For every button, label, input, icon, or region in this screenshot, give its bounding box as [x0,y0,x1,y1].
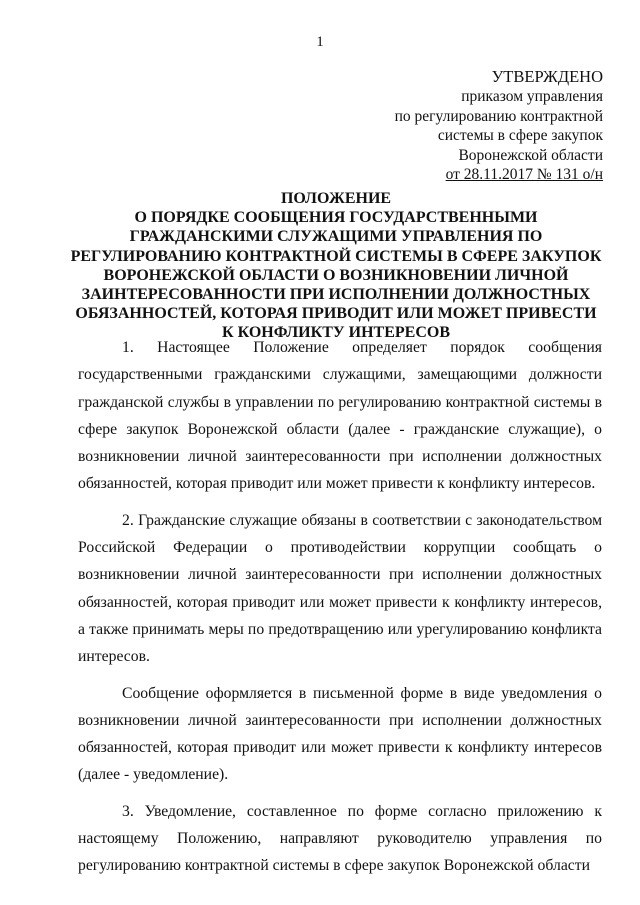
approved-heading: УТВЕРЖДЕНО [491,67,603,86]
approval-line: системы в сфере закупок [437,127,603,144]
order-reference-text: от 28.11.2017 № 131 о/н [445,166,603,183]
title-main: ПОЛОЖЕНИЕ [280,190,392,207]
approval-stamp [395,66,603,185]
paragraph: 3. Уведомление, составленное по форме согласно приложению к настоящему Положению, направляют руководителю управления по регулированию контрактной системы в сфере закупок Воронежской области [78,802,602,875]
document-title [70,189,602,343]
order-reference [395,165,603,185]
title-subtitle: О ПОРЯДКЕ СООБЩЕНИЯ ГОСУДАРСТВЕННЫМИ ГРАЖДАНСКИМИ СЛУЖАЩИМИ УПРАВЛЕНИЯ ПО РЕГУЛИРОВАНИЮ КОНТРАКТНОЙ СИСТЕМЫ В СФЕРЕ ЗАКУПОК ВОРОНЕЖСКОЙ ОБЛАСТИ О ВОЗНИКНОВЕНИИ ЛИЧНОЙ ЗАИНТЕРЕСОВАННОСТИ ПРИ ИСПОЛНЕНИИ ДОЛЖНОСТНЫХ ОБЯЗАННОСТЕЙ, КОТОРАЯ ПРИВОДИТ ИЛИ МОЖЕТ ПРИВЕСТИ К КОНФЛИКТУ ИНТЕРЕСОВ [70,209,602,342]
paragraph: 1. Настоящее Положение определяет порядок сообщения государственными гражданскими служащими, замещающими должности гражданской службы в управлении по регулированию контрактной системы в сфере закупок Воронежской области (далее - гражданские служащие), о возникновении личной заинтересованности при исполнении должностных обязанностей, которая приводит или может привести к конфликту интересов. [78,339,602,493]
paragraph: Сообщение оформляется в письменной форме в виде уведомления о возникновении личной заинтересованности при исполнении должностных обязанностей, которая приводит или может привести к конфликту интересов (далее - уведомление). [78,684,602,784]
document-body [78,334,602,880]
page-number: 1 [316,34,324,50]
approval-line: Воронежской области [458,146,603,164]
approval-line: приказом управления [461,88,603,105]
paragraph: 2. Гражданские служащие обязаны в соответствии с законодательством Российской Федерации о противодействии коррупции сообщать о возникновении личной заинтересованности при исполнении должностных обязанностей, которая приводит или может привести к конфликту интересов, а также принимать меры по предотвращению или урегулированию конфликта интересов. [78,511,602,666]
approval-line: по регулированию контрактной [394,107,603,125]
